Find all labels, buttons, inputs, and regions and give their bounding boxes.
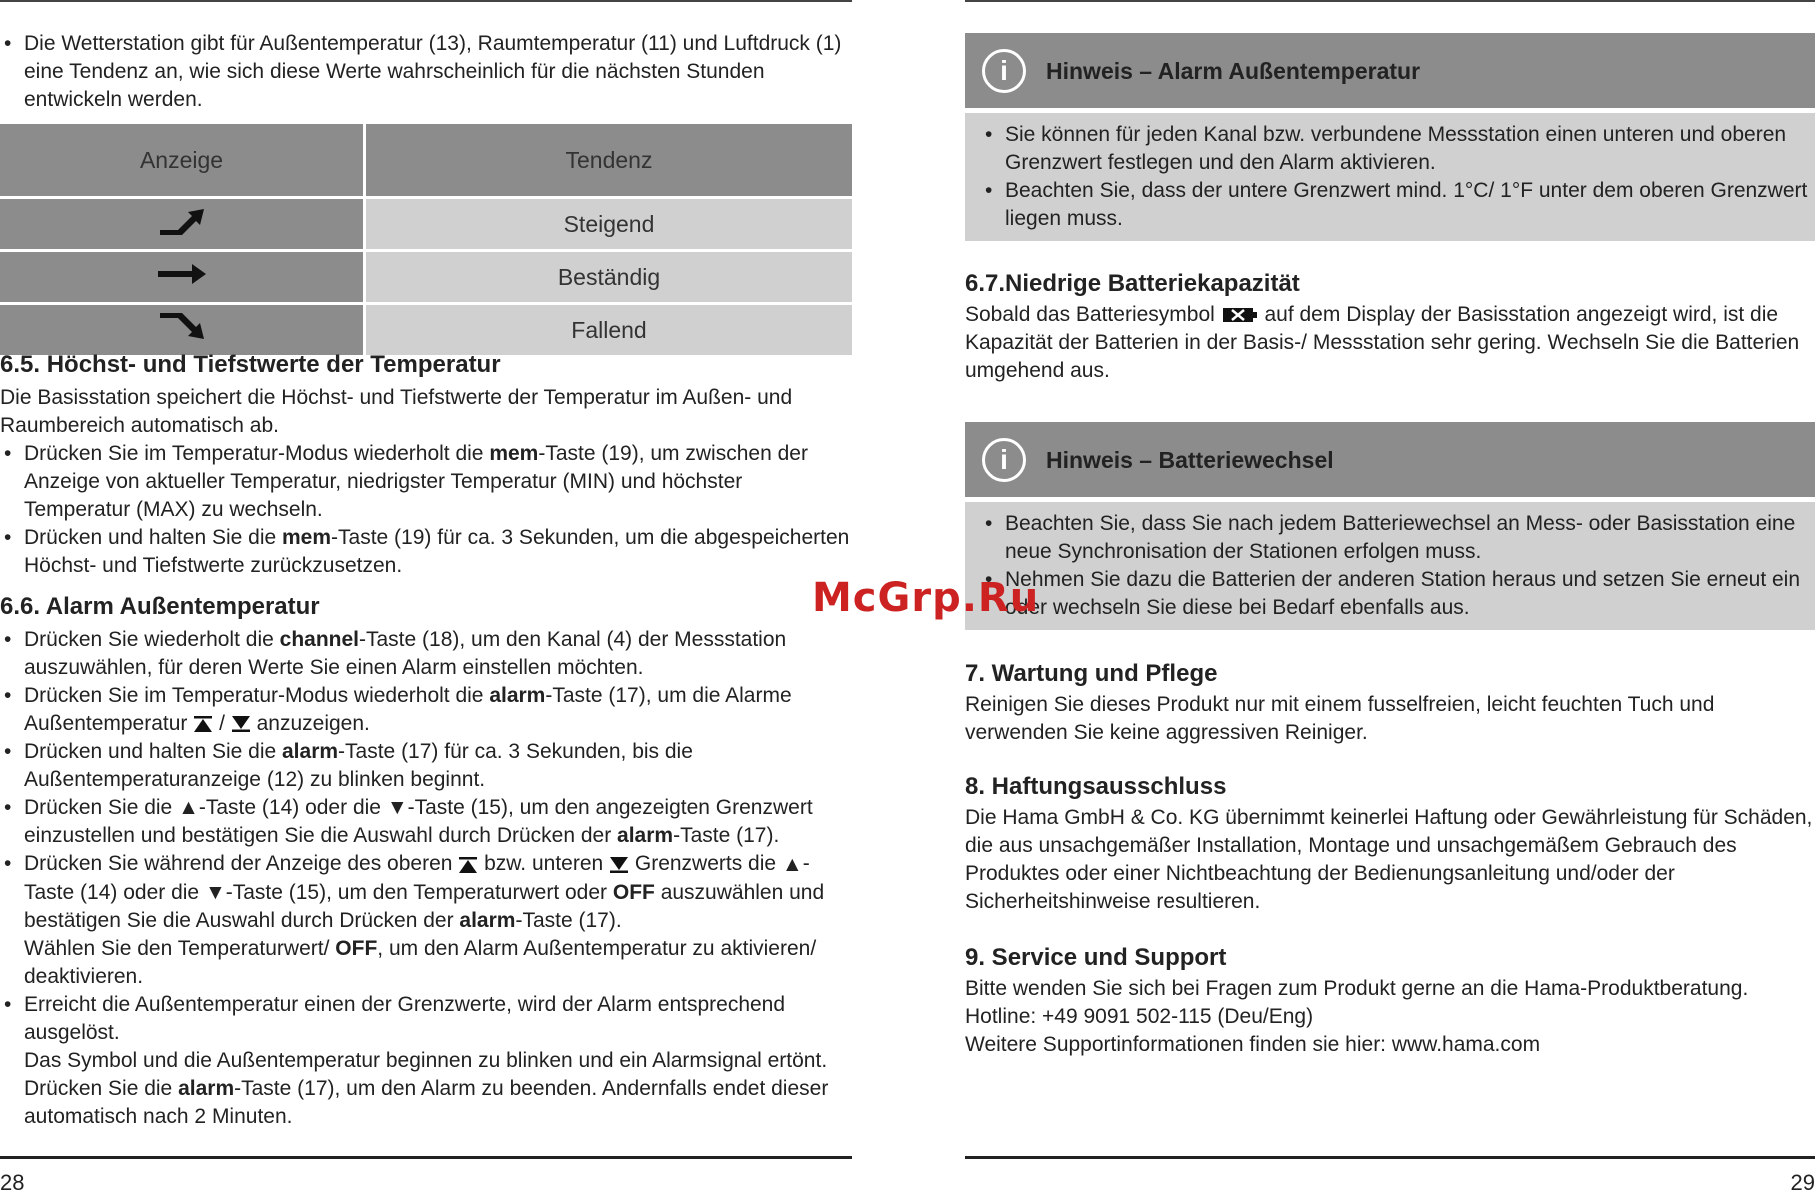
table-row: [0, 196, 852, 249]
table-header-display: Anzeige: [0, 124, 366, 196]
list-item: • Drücken Sie wiederholt die channel-Taste (18), um den Kanal (4) der Messstation auszuwählen, für deren Werte Sie einen Alarm einstellen möchten.: [0, 626, 852, 682]
bottom-rule: [0, 1156, 852, 1159]
list-item: • Erreicht die Außentemperatur einen der Grenzwerte, wird der Alarm entsprechend ausgelöst. Das Symbol und die Außentemperatur beginnen zu blinken und ein Alarmsignal ertönt. Drücken Sie die alarm-Taste (17), um den Alarm zu beenden. Andernfalls endet dieser automatisch nach 2 Minuten.: [0, 991, 852, 1131]
info-icon: i: [982, 49, 1026, 93]
notice-header: [965, 422, 1815, 497]
list-item: • Drücken und halten Sie die mem-Taste (19) für ca. 3 Sekunden, um die abgespeicherten Höchst- und Tiefstwerte zurückzusetzen.: [0, 524, 852, 580]
lower-limit-icon: [609, 856, 629, 874]
intro-bullet: • Die Wetterstation gibt für Außentemperatur (13), Raumtemperatur (11) und Luftdruck (1) eine Tendenz an, wie sich diese Werte wahrscheinlich für die nächsten Stunden entwickeln werden.: [0, 30, 852, 114]
intro-block: [0, 30, 852, 114]
list-item: • Drücken Sie die ▲-Taste (14) oder die ▼-Taste (15), um den angezeigten Grenzwert einzustellen und bestätigen Sie die Auswahl durch Drücken der alarm-Taste (17).: [0, 794, 852, 850]
up-triangle-icon: ▲: [178, 796, 199, 820]
section-text: Reinigen Sie dieses Produkt nur mit einem fusselfreien, leicht feuchten Tuch und verwenden Sie keine aggressiven Reiniger.: [965, 693, 1715, 744]
left-page: [0, 0, 852, 1195]
section-6-5: [0, 350, 852, 580]
info-icon: i: [982, 438, 1026, 482]
trend-label: Beständig: [366, 249, 852, 302]
section-6-6: [0, 592, 852, 1131]
section-9: [965, 943, 1815, 1059]
hotline: Hotline: +49 9091 502-115 (Deu/Eng): [965, 1005, 1314, 1028]
arrow-falling-icon: [158, 312, 206, 342]
notice-alarm: [965, 33, 1815, 241]
list-item: • Drücken und halten Sie die alarm-Taste (17) für ca. 3 Sekunden, bis die Außentemperaturanzeige (12) zu blinken beginnt.: [0, 738, 852, 794]
upper-limit-icon: [458, 856, 478, 874]
support-line: Bitte wenden Sie sich bei Fragen zum Produkt gerne an die Hama-Produktberatung.: [965, 977, 1749, 1000]
section-text: Sobald das Batteriesymbol auf dem Display der Basisstation angezeigt wird, ist die Kapazität der Batterien in der Basis-/ Messstation sehr gering. Wechseln Sie die Batterien umgehend aus.: [965, 303, 1800, 382]
section-title: 7. Wartung und Pflege: [965, 660, 1218, 687]
section-8: [965, 772, 1815, 916]
list-item: • Drücken Sie im Temperatur-Modus wiederholt die alarm-Taste (17), um die Alarme Außentemperatur / anzuzeigen.: [0, 682, 852, 738]
notice-title: Hinweis – Batteriewechsel: [1046, 446, 1334, 473]
arrow-rising-icon: [158, 206, 206, 236]
tendency-table: [0, 124, 852, 355]
top-rule: [0, 0, 852, 2]
notice-body: [965, 113, 1815, 241]
section-title: 6.6. Alarm Außentemperatur: [0, 593, 320, 620]
section-7: [965, 659, 1815, 747]
table-row: [0, 302, 852, 355]
table-header-trend: Tendenz: [366, 124, 852, 196]
list-item: • Drücken Sie während der Anzeige des oberen bzw. unteren Grenzwerts die ▲-Taste (14) oder die ▼-Taste (15), um den Temperaturwert oder OFF auszuwählen und bestätigen Sie die Auswahl durch Drücken der alarm-Taste (17). Wählen Sie den Temperaturwert/ OFF, um den Alarm Außentemperatur zu aktivieren/ deaktivieren.: [0, 850, 852, 991]
up-triangle-icon: ▲: [781, 852, 803, 876]
top-rule: [965, 0, 1815, 2]
page-number: 29: [1790, 1170, 1815, 1195]
section-title: 6.5. Höchst- und Tiefstwerte der Temperatur: [0, 351, 501, 378]
notice-body: [965, 502, 1815, 630]
list-item: • Sie können für jeden Kanal bzw. verbundene Messstation einen unteren und oberen Grenzwert festlegen und den Alarm aktivieren.: [981, 121, 1815, 177]
lower-limit-icon: [231, 715, 251, 733]
table-row: [0, 249, 852, 302]
trend-label: Steigend: [366, 196, 852, 249]
list-item: • Drücken Sie im Temperatur-Modus wiederholt die mem-Taste (19), um zwischen der Anzeige von aktueller Temperatur, niedrigster Temperatur (MIN) und höchster Temperatur (MAX) zu wechseln.: [0, 440, 852, 524]
notice-battery: [965, 422, 1815, 630]
support-link: Weitere Supportinformationen finden sie hier: www.hama.com: [965, 1033, 1541, 1056]
notice-header: [965, 33, 1815, 108]
section-title: 9. Service und Support: [965, 944, 1227, 971]
right-page: [965, 0, 1815, 1195]
list-item: • Beachten Sie, dass Sie nach jedem Batteriewechsel an Mess- oder Basisstation eine neue Synchronisation der Stationen erfolgen muss.: [981, 510, 1815, 566]
section-title: 6.7.Niedrige Batteriekapazität: [965, 270, 1300, 297]
section-title: 8. Haftungsausschluss: [965, 773, 1227, 800]
upper-limit-icon: [193, 715, 213, 733]
down-triangle-icon: ▼: [204, 881, 226, 905]
bottom-rule: [965, 1156, 1815, 1159]
list-item: • Beachten Sie, dass der untere Grenzwert mind. 1°C/ 1°F unter dem oberen Grenzwert liegen muss.: [981, 177, 1815, 233]
trend-label: Fallend: [366, 302, 852, 355]
watermark: McGrp.Ru: [812, 575, 1040, 621]
page-number: 28: [0, 1170, 25, 1195]
down-triangle-icon: ▼: [386, 796, 408, 820]
arrow-steady-icon: [156, 261, 208, 287]
section-text: Die Hama GmbH & Co. KG übernimmt keinerlei Haftung oder Gewährleistung für Schäden, die aus unsachgemäßer Installation, Montage und unsachgemäßem Gebrauch des Produktes oder einer Nichtbeachtung der Bedienungsanleitung und/oder der Sicherheitshinweise resultieren.: [965, 806, 1813, 913]
list-item: • Nehmen Sie dazu die Batterien der anderen Station heraus und setzen Sie erneut ein oder wechseln Sie diese bei Bedarf ebenfalls aus.: [981, 566, 1815, 622]
battery-icon: [1221, 305, 1259, 325]
notice-title: Hinweis – Alarm Außentemperatur: [1046, 57, 1421, 84]
section-6-7: [965, 269, 1815, 385]
section-intro: Die Basisstation speichert die Höchst- und Tiefstwerte der Temperatur im Außen- und Raumbereich automatisch ab.: [0, 386, 793, 437]
